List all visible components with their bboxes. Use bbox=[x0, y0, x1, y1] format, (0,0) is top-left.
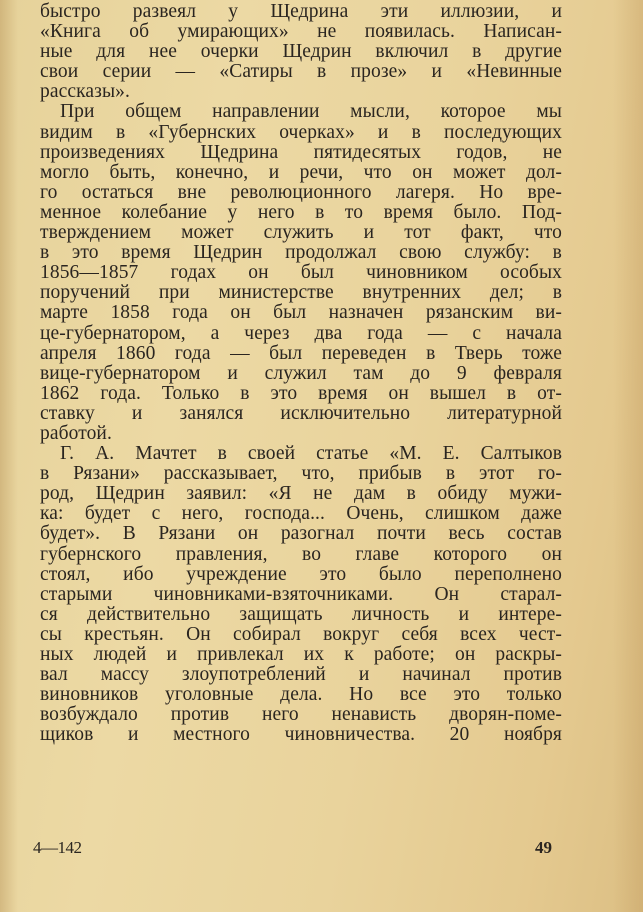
text-line: ка: будет с него, господа... Очень, слишком даже bbox=[40, 503, 562, 525]
text-line: быстро развеял у Щедрина эти иллюзии, и bbox=[40, 1, 562, 22]
text-line: щиков и местного чиновничества. 20 ноября bbox=[40, 724, 562, 746]
text-line: род, Щедрин заявил: «Я не дам в обиду мужи- bbox=[40, 483, 562, 505]
text-line: будет». В Рязани он разогнал почти весь состав bbox=[40, 523, 562, 545]
text-line: в Рязани» рассказывает, что, прибыв в этот го- bbox=[40, 463, 562, 485]
text-line: менное колебание у него в то время было. Под- bbox=[40, 201, 562, 223]
text-line: ные для нее очерки Щедрин включил в другие bbox=[40, 41, 562, 63]
text-line: 1856—1857 годах он был чиновником особых bbox=[40, 262, 562, 284]
page-right-edge-shadow bbox=[613, 0, 643, 912]
text-line: рассказы». bbox=[40, 81, 130, 103]
text-line: работой. bbox=[40, 422, 112, 444]
text-line: це-губернатором, а через два года — с начала bbox=[40, 322, 562, 344]
text-line: апреля 1860 года — был переведен в Тверь тоже bbox=[40, 342, 562, 364]
paragraph bbox=[40, 102, 562, 444]
text-line: тверждением может служить и тот факт, что bbox=[40, 222, 562, 244]
text-line: вице-губернатором и служил там до 9 февраля bbox=[40, 362, 562, 384]
text-line: ставку и занялся исключительно литературной bbox=[40, 402, 562, 424]
text-line: старыми чиновниками-взяточниками. Он старал- bbox=[40, 583, 562, 605]
paragraph bbox=[40, 2, 562, 102]
text-line: марте 1858 года он был назначен рязанским ви- bbox=[40, 302, 562, 324]
page-left-edge-shadow bbox=[0, 0, 18, 912]
text-line: 1862 года. Только в это время он вышел в от- bbox=[40, 382, 562, 404]
text-line: возбуждало против него ненависть дворян-поме- bbox=[40, 704, 562, 726]
text-line: виновников уголовные дела. Но все это только bbox=[40, 684, 562, 706]
page-number: 49 bbox=[535, 838, 552, 857]
text-line: стоял, ибо учреждение это было переполнено bbox=[40, 563, 562, 585]
text-line: вал массу злоупотреблений и начинал против bbox=[40, 664, 562, 686]
text-line: произведениях Щедрина пятидесятых годов, не bbox=[40, 141, 562, 163]
body-text bbox=[40, 2, 562, 745]
text-line: При общем направлении мысли, которое мы bbox=[60, 101, 562, 123]
text-line: ных людей и привлекал их к работе; он раскры- bbox=[40, 644, 562, 665]
text-line: сы крестьян. Он собирал вокруг себя всех чест- bbox=[40, 623, 562, 645]
text-line: в это время Щедрин продолжал свою службу: в bbox=[40, 242, 562, 264]
text-line: свои серии — «Сатиры в прозе» и «Невинные bbox=[40, 61, 562, 83]
text-line: губернского правления, во главе которого он bbox=[40, 543, 562, 565]
text-line: го остаться вне революционного лагеря. Но вре- bbox=[40, 181, 562, 203]
text-line: «Книга об умирающих» не появилась. Написан- bbox=[40, 21, 562, 43]
text-line: могло быть, конечно, и речи, что он может дол- bbox=[40, 161, 562, 183]
text-line: Г. А. Мачтет в своей статье «М. Е. Салтыков bbox=[60, 443, 562, 465]
text-line: видим в «Губернских очерках» и в последующих bbox=[40, 121, 562, 143]
text-line: ся действительно защищать личность и интере- bbox=[40, 603, 562, 625]
printer-signature-mark: 4—142 bbox=[33, 838, 82, 857]
text-line: поручений при министерстве внутренних дел; в bbox=[40, 282, 562, 304]
paragraph bbox=[40, 444, 562, 745]
